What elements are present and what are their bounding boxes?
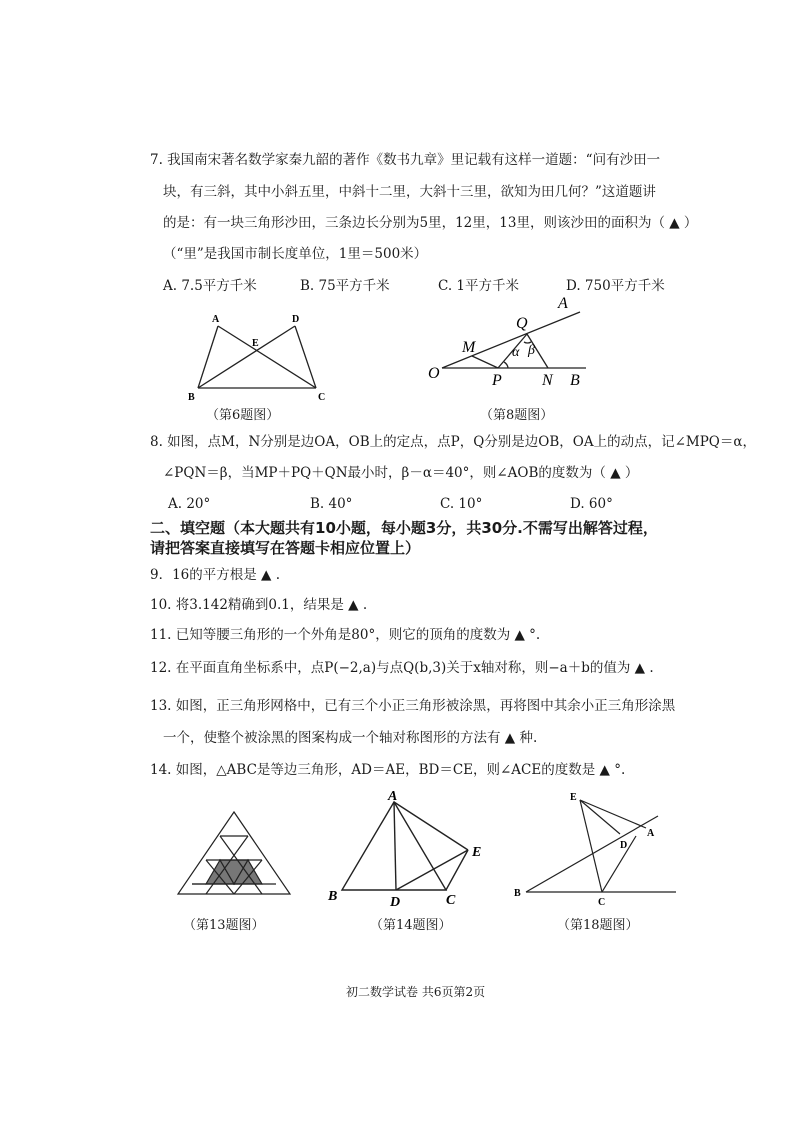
fig18-label-b: B [514, 888, 521, 899]
fig6-label-b: B [188, 392, 195, 403]
fig6-label-a: A [212, 314, 220, 325]
figure-6 [180, 310, 340, 405]
page-footer: 初二数学试卷 共6页第2页 [346, 985, 486, 999]
fig14-label-c: C [446, 893, 456, 908]
fig6-caption: （第6题图） [206, 408, 280, 423]
q9: 9．16的平方根是 ▲ . [150, 567, 281, 583]
fig14-label-a: A [388, 789, 398, 804]
fig8-label-beta: β [528, 343, 535, 358]
figure-8 [420, 292, 600, 392]
q13-line1: 13. 如图，正三角形网格中，已有三个小正三角形被涂黑，再将图中其余小正三角形涂黑 [150, 698, 676, 714]
fig18-label-a: A [647, 828, 655, 839]
fig8-label-p: P [492, 372, 502, 389]
fig18-caption: （第18题图） [557, 918, 639, 933]
q8-option-d[interactable]: D. 60° [570, 496, 613, 512]
q7-option-c[interactable]: C. 1平方千米 [438, 278, 520, 294]
fig6-label-c: C [318, 392, 326, 403]
q10: 10. 将3.142精确到0.1，结果是 ▲ . [150, 597, 368, 613]
figure-18 [508, 786, 688, 906]
q7-line1: 7. 我国南宋著名数学家秦九韶的著作《数书九章》里记载有这样一道题：“问有沙田一 [150, 152, 661, 168]
fig18-label-d: D [620, 840, 628, 851]
q12: 12. 在平面直角坐标系中，点P(−2,a)与点Q(b,3)关于x轴对称，则−a＋b的值为 ▲ . [150, 660, 654, 676]
q7-line4: （“里”是我国市制长度单位，1里＝500米） [163, 246, 428, 262]
fig8-label-alpha: α [512, 345, 520, 360]
fig14-label-e: E [472, 845, 482, 860]
fig14-label-d: D [390, 895, 401, 908]
q11: 11. 已知等腰三角形的一个外角是80°，则它的顶角的度数为 ▲ °. [150, 627, 541, 643]
q13-line2: 一个，使整个被涂黑的图案构成一个轴对称图形的方法有 ▲ 种. [163, 730, 538, 746]
fig6-label-d: D [292, 314, 300, 325]
q8-option-b[interactable]: B. 40° [310, 496, 353, 512]
q7-option-b[interactable]: B. 75平方千米 [300, 278, 390, 294]
q8-line2: ∠PQN＝β，当MP＋PQ＋QN最小时，β－α＝40°，则∠AOB的度数为（ ▲ ） [163, 465, 639, 481]
fig13-caption: （第13题图） [183, 918, 265, 933]
q7-option-a[interactable]: A. 7.5平方千米 [163, 278, 257, 294]
q14: 14. 如图，△ABC是等边三角形，AD＝AE，BD＝CE，则∠ACE的度数是 ▲ °. [150, 762, 626, 778]
fig18-label-e: E [570, 792, 577, 803]
section2-heading: 二、填空题（本大题共有10小题，每小题3分，共30分.不需写出解答过程， [150, 519, 658, 537]
q7-line3: 的是：有一块三角形沙田，三条边长分别为5里，12里，13里，则该沙田的面积为（ ▲ ） [163, 215, 698, 231]
q8-line1: 8. 如图，点M，N分别是边OA，OB上的定点，点P，Q分别是边OB，OA上的动点，记∠MPQ＝α， [150, 434, 756, 450]
figure-14 [322, 784, 492, 908]
fig6-label-e: E [252, 338, 259, 349]
q7-line2: 块，有三斜，其中小斜五里，中斜十二里，大斜十三里，欲知为田几何？”这道题讲 [163, 184, 656, 200]
fig8-label-b: B [570, 372, 580, 389]
section2-instruction: 请把答案直接填写在答题卡相应位置上） [150, 539, 421, 557]
fig8-caption: （第8题图） [480, 408, 554, 423]
figure-13 [176, 802, 296, 898]
fig14-label-b: B [328, 889, 338, 904]
fig8-label-q: Q [516, 315, 528, 332]
fig18-label-c: C [598, 897, 606, 906]
fig8-label-a: A [558, 295, 568, 312]
fig8-label-o: O [428, 365, 440, 382]
fig14-caption: （第14题图） [370, 918, 452, 933]
fig8-label-n: N [542, 372, 553, 389]
q7-option-d[interactable]: D. 750平方千米 [566, 278, 665, 294]
q8-option-a[interactable]: A. 20° [168, 496, 211, 512]
fig8-label-m: M [462, 339, 476, 356]
q8-option-c[interactable]: C. 10° [440, 496, 483, 512]
